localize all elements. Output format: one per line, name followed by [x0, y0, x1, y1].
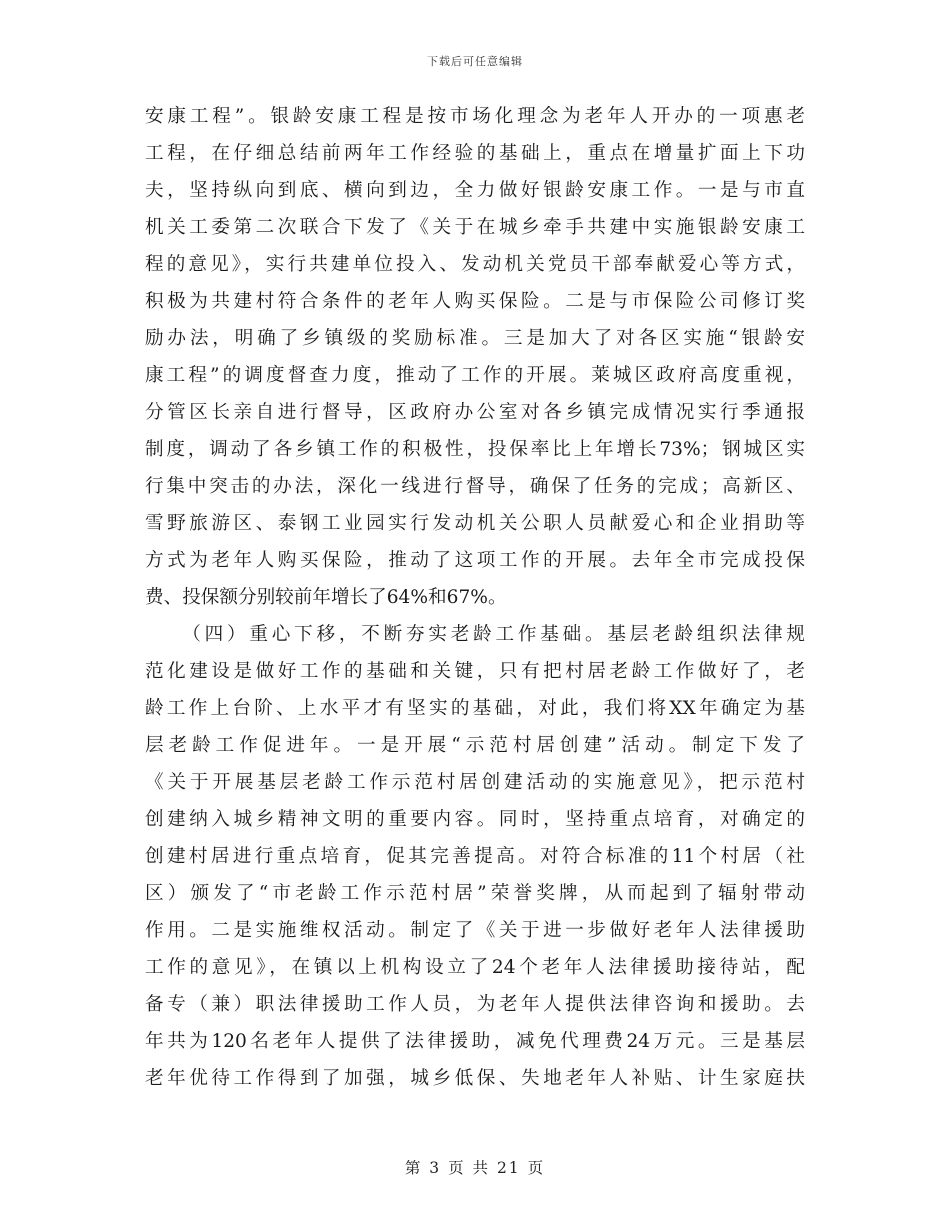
- text-line: 范化建设是做好工作的基础和关键，只有把村居老龄工作做好了，老: [145, 661, 805, 682]
- text-line: 制度，调动了各乡镇工作的积极性，投保率比上年增长73%；钢城区实: [145, 439, 805, 460]
- text-line: 安康工程”。银龄安康工程是按市场化理念为老年人开办的一项惠老: [145, 106, 805, 127]
- text-line: 程的意见》，实行共建单位投入、发动机关党员干部奉献爱心等方式，: [145, 254, 805, 275]
- text-line: 层老龄工作促进年。一是开展“示范村居创建”活动。制定下发了: [145, 735, 805, 756]
- text-line: 夫，坚持纵向到底、横向到边，全力做好银龄安康工作。一是与市直: [145, 180, 805, 201]
- text-line: 分管区长亲自进行督导，区政府办公室对各乡镇完成情况实行季通报: [145, 402, 805, 423]
- text-line: 康工程”的调度督查力度，推动了工作的开展。莱城区政府高度重视，: [145, 365, 805, 386]
- text-line: 创建纳入城乡精神文明的重要内容。同时，坚持重点培育，对确定的: [145, 809, 805, 830]
- text-line: 老年优待工作得到了加强，城乡低保、失地老年人补贴、计生家庭扶: [145, 1068, 805, 1089]
- text-line: 备专（兼）职法律援助工作人员，为老年人提供法律咨询和援助。去: [145, 994, 805, 1015]
- text-line: 费、投保额分别较前年增长了64%和67%。: [145, 587, 507, 608]
- text-line: 方式为老年人购买保险，推动了这项工作的开展。去年全市完成投保: [145, 550, 805, 571]
- text-line: 《关于开展基层老龄工作示范村居创建活动的实施意见》，把示范村: [145, 772, 805, 793]
- text-line: 工程，在仔细总结前两年工作经验的基础上，重点在增量扩面上下功: [145, 143, 805, 164]
- text-line: 行集中突击的办法，深化一线进行督导，确保了任务的完成；高新区、: [145, 476, 805, 497]
- text-line: 作用。二是实施维权活动。制定了《关于进一步做好老年人法律援助: [145, 920, 805, 941]
- text-line: 工作的意见》，在镇以上机构设立了24个老年人法律援助接待站，配: [145, 957, 805, 978]
- text-line: 龄工作上台阶、上水平才有坚实的基础，对此，我们将XX年确定为基: [145, 698, 805, 719]
- text-line: 机关工委第二次联合下发了《关于在城乡牵手共建中实施银龄安康工: [145, 217, 805, 238]
- page-header: 下载后可任意编辑: [427, 55, 523, 68]
- text-line: 积极为共建村符合条件的老年人购买保险。二是与市保险公司修订奖: [145, 291, 805, 312]
- page-footer: 第 3 页 共 21 页: [404, 1159, 546, 1177]
- document-body: [145, 98, 805, 1097]
- text-line: 创建村居进行重点培育，促其完善提高。对符合标准的11个村居（社: [145, 846, 805, 867]
- text-line: 励办法，明确了乡镇级的奖励标准。三是加大了对各区实施“银龄安: [145, 328, 805, 349]
- text-line: （四）重心下移，不断夯实老龄工作基础。基层老龄组织法律规: [182, 624, 805, 645]
- text-line: 雪野旅游区、泰钢工业园实行发动机关公职人员献爱心和企业捐助等: [145, 513, 805, 534]
- text-line: 年共为120名老年人提供了法律援助，减免代理费24万元。三是基层: [145, 1031, 805, 1052]
- text-line: 区）颁发了“市老龄工作示范村居”荣誉奖牌，从而起到了辐射带动: [145, 883, 805, 904]
